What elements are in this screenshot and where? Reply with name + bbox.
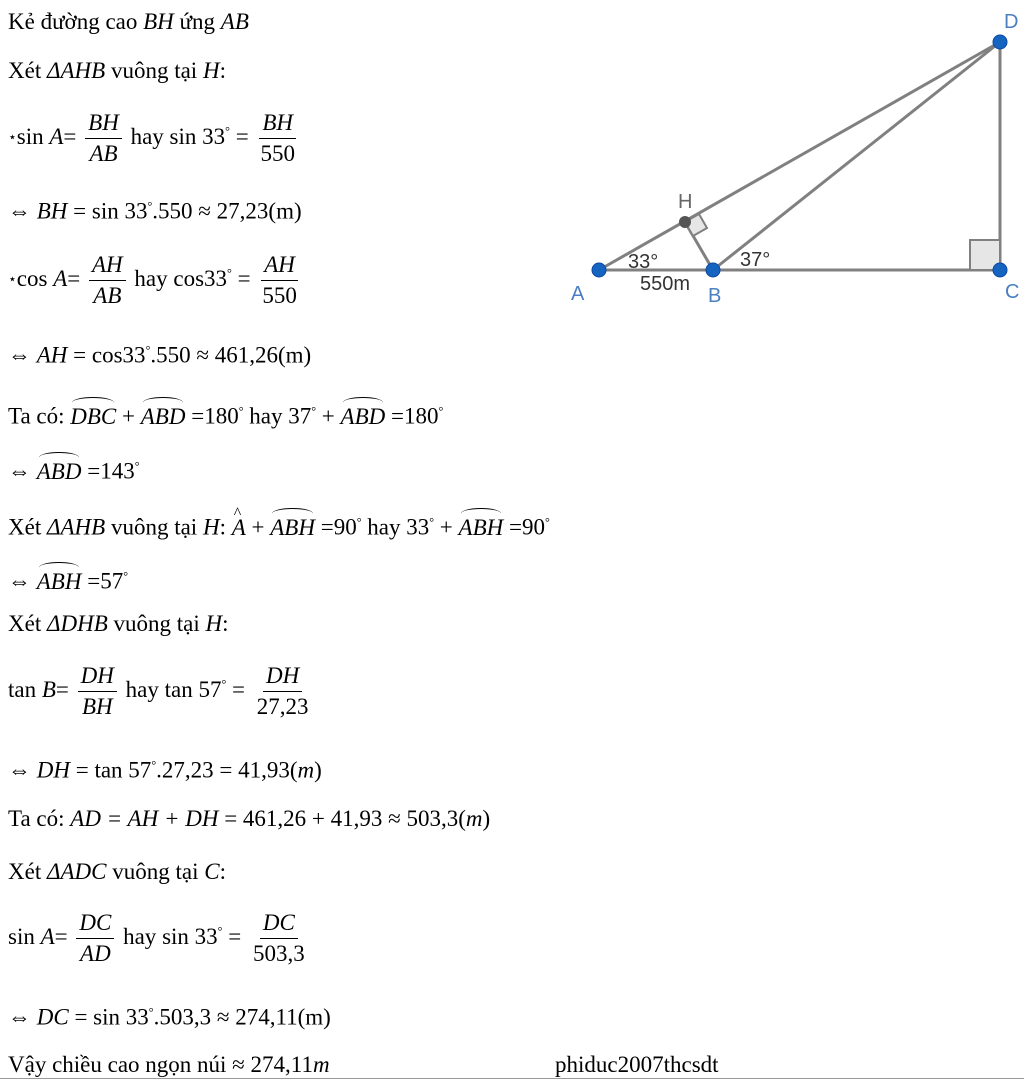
text: =180 xyxy=(191,403,239,429)
text: hay xyxy=(134,265,168,291)
lhs: AH xyxy=(36,342,68,368)
denominator: BH xyxy=(81,694,113,719)
triangle: ΔDHB xyxy=(46,611,108,636)
lhs: BH xyxy=(36,198,68,224)
text: =90 xyxy=(320,514,357,540)
line-12: tan B= $\frac{DH}{BH}$ hay tan 57° = $\frac{DH}{27,23}$ xyxy=(8,661,315,722)
point-c xyxy=(993,263,1007,277)
equation: AD = AH + DH xyxy=(70,806,219,831)
star-icon: ⋆ xyxy=(8,130,17,146)
var: B xyxy=(41,676,56,702)
text: vuông tại xyxy=(110,58,198,83)
triangle: ΔAHB xyxy=(46,514,106,540)
colon: : xyxy=(219,859,226,884)
text: .27,23 = 41,93( xyxy=(156,757,298,783)
segment-ad xyxy=(599,42,1000,270)
numerator: AH xyxy=(261,250,298,281)
angle-abh: ABH xyxy=(458,514,504,540)
text: = sin 33 xyxy=(73,198,148,224)
point-a xyxy=(592,263,606,277)
segment-bd xyxy=(713,42,1000,270)
text: Ta có: xyxy=(8,806,65,831)
denominator: AB xyxy=(93,283,122,308)
line-13 xyxy=(8,751,322,785)
vertex: C xyxy=(204,859,220,884)
text: hay xyxy=(249,403,283,429)
var: A xyxy=(53,265,68,291)
point-b xyxy=(706,263,720,277)
label-d: D xyxy=(1004,11,1019,33)
eq: = xyxy=(63,123,77,149)
colon: : xyxy=(219,58,226,83)
eq: = xyxy=(55,676,69,702)
angle-a-label: 33° xyxy=(628,251,659,273)
degree-icon: ° xyxy=(145,343,151,357)
fn: tan xyxy=(8,676,37,702)
denominator: 503,3 xyxy=(252,941,305,966)
fn: sin 33 xyxy=(169,123,226,149)
fn: sin xyxy=(16,123,44,149)
fraction xyxy=(250,908,308,969)
line-2 xyxy=(8,57,226,85)
text: Xét xyxy=(8,58,42,83)
equivalence-icon: ⇔ xyxy=(8,1004,31,1030)
length-ab-label: 550m xyxy=(640,273,691,295)
plus: + xyxy=(439,514,453,540)
numerator: DH xyxy=(263,661,302,692)
degree-icon: ° xyxy=(438,404,444,418)
plus: + xyxy=(321,403,335,429)
angle-abh: ABH xyxy=(36,568,82,594)
text: =57 xyxy=(87,568,124,594)
degree-icon: ° xyxy=(311,404,317,418)
line-10 xyxy=(8,562,128,596)
degree-icon: ° xyxy=(217,924,223,939)
plus: + xyxy=(122,403,135,429)
triangle: ΔADC xyxy=(46,859,107,884)
label-h: H xyxy=(678,191,693,213)
numerator: BH xyxy=(85,108,122,139)
fn: sin 33 xyxy=(162,923,218,949)
degree-icon: ° xyxy=(356,515,362,529)
segment-bh: BH xyxy=(143,9,174,34)
segment-ab: AB xyxy=(220,9,249,34)
var: A xyxy=(40,923,55,949)
fraction xyxy=(78,661,117,722)
text: = tan 57 xyxy=(75,757,152,783)
text: Kẻ đường cao xyxy=(8,9,138,34)
angle-abd: ABD xyxy=(340,403,386,429)
angle-a: ^ A xyxy=(232,514,246,542)
degree-icon: ° xyxy=(429,515,435,529)
numerator: AH xyxy=(89,250,126,281)
fn: tan 57 xyxy=(164,676,222,702)
angle-dbc: DBC xyxy=(70,403,117,429)
line-17 xyxy=(8,998,331,1032)
line-5: ⋆cos A= $\frac{AH}{AB}$ hay cos33° = $\frac{AH}{550}$ xyxy=(8,250,303,311)
text: hay xyxy=(130,123,164,149)
triangle-figure xyxy=(560,0,1024,320)
numerator: BH xyxy=(259,108,296,139)
lhs: DC xyxy=(36,1004,69,1030)
equivalence-icon: ⇔ xyxy=(8,458,31,484)
equivalence-icon: ⇔ xyxy=(8,757,31,783)
text: 37 xyxy=(288,403,312,429)
degree-icon: ° xyxy=(225,124,230,139)
var: A xyxy=(49,123,64,149)
line-8 xyxy=(8,452,140,486)
vertex: H xyxy=(205,611,223,636)
colon: : xyxy=(222,611,229,636)
text: .550 ≈ 461,26(m) xyxy=(150,342,312,368)
denominator: AB xyxy=(89,141,118,166)
text: = cos33 xyxy=(73,342,146,368)
point-d xyxy=(993,35,1007,49)
degree-icon: ° xyxy=(123,569,129,583)
fn: cos xyxy=(16,265,48,291)
denominator: 550 xyxy=(262,283,297,308)
text: = sin 33 xyxy=(74,1004,149,1030)
degree-icon: ° xyxy=(544,515,550,529)
text: 33 xyxy=(406,514,430,540)
text: ) xyxy=(314,757,322,783)
star-icon: ⋆ xyxy=(8,272,17,288)
text: .550 ≈ 27,23(m) xyxy=(152,198,302,224)
degree-icon: ° xyxy=(134,459,140,473)
degree-icon: ° xyxy=(148,1005,154,1019)
denominator: AD xyxy=(80,941,111,966)
unit: m xyxy=(465,806,483,831)
numerator: DH xyxy=(78,661,117,692)
fraction xyxy=(85,108,122,169)
equivalence-icon: ⇔ xyxy=(8,568,31,594)
lhs: DH xyxy=(36,757,70,783)
eq: = xyxy=(54,923,68,949)
text: vuông tại xyxy=(112,859,199,884)
label-c: C xyxy=(1005,281,1020,303)
label-a: A xyxy=(571,283,585,305)
equivalence-icon: ⇔ xyxy=(8,342,31,368)
angle-abd: ABD xyxy=(140,403,186,429)
numerator: DC xyxy=(76,908,114,939)
numerator: DC xyxy=(260,908,298,939)
text: Xét xyxy=(8,859,42,884)
unit: m xyxy=(297,757,315,783)
text: hay xyxy=(125,676,159,702)
signature-text: phiduc2007thcsdt xyxy=(555,1052,719,1077)
degree-icon: ° xyxy=(151,758,157,772)
line-9: Xét ΔAHB vuông tại H: ^ A + ABH =90° hay 33° + ABH =90° xyxy=(8,508,550,542)
line-1 xyxy=(8,8,249,36)
unit: m xyxy=(312,1052,330,1077)
eq: = xyxy=(67,265,81,291)
conclusion: Vậy chiều cao ngọn núi ≈ 274,11 xyxy=(8,1052,313,1077)
degree-icon: ° xyxy=(221,677,227,692)
degree-icon: ° xyxy=(238,404,244,418)
vertex: H xyxy=(202,514,220,540)
text: hay xyxy=(367,514,401,540)
line-15 xyxy=(8,858,226,886)
angle-b-label: 37° xyxy=(740,249,771,271)
line-16: sin A= $\frac{DC}{AD}$ hay sin 33° = $\frac{DC}{503,3}$ xyxy=(8,908,311,969)
label-b: B xyxy=(708,285,722,307)
text: =143 xyxy=(87,458,135,484)
point-h xyxy=(679,216,691,228)
text: vuông tại xyxy=(110,514,198,540)
text: =180 xyxy=(391,403,439,429)
triangle: ΔAHB xyxy=(46,58,106,83)
text: vuông tại xyxy=(113,611,200,636)
degree-icon: ° xyxy=(227,266,232,281)
denominator: 550 xyxy=(260,141,295,166)
text: Xét xyxy=(8,611,42,636)
angle-abd: ABD xyxy=(36,458,82,484)
signature xyxy=(555,1051,719,1079)
equivalence-icon: ⇔ xyxy=(8,198,31,224)
fn: sin xyxy=(8,923,35,949)
angle-abh: ABH xyxy=(270,514,315,540)
figure-lines xyxy=(599,42,1000,270)
fraction xyxy=(259,250,300,311)
text: .503,3 ≈ 274,11(m) xyxy=(153,1004,331,1030)
degree-icon: ° xyxy=(147,199,153,213)
line-3: ⋆sin A= $\frac{BH}{AB}$ hay sin 33° = $\frac{BH}{550}$ xyxy=(8,108,301,169)
fraction xyxy=(254,661,312,722)
text: =90 xyxy=(509,514,545,540)
line-18 xyxy=(8,1051,330,1079)
line-7 xyxy=(8,397,443,431)
text: Ta có: xyxy=(8,403,65,429)
fraction xyxy=(89,250,126,311)
fraction xyxy=(76,908,114,969)
text: hay xyxy=(123,923,157,949)
fraction xyxy=(257,108,298,169)
line-14 xyxy=(8,805,490,833)
text: ứng xyxy=(179,9,216,34)
denominator: 27,23 xyxy=(256,694,309,719)
text: Xét xyxy=(8,514,42,540)
text: = 461,26 + 41,93 ≈ 503,3( xyxy=(224,806,466,831)
line-4 xyxy=(8,192,302,226)
plus: + xyxy=(251,514,265,540)
line-6 xyxy=(8,336,311,370)
vertex: H xyxy=(202,58,220,83)
fn: cos33 xyxy=(173,265,228,291)
text: ) xyxy=(482,806,491,831)
line-11 xyxy=(8,610,229,638)
